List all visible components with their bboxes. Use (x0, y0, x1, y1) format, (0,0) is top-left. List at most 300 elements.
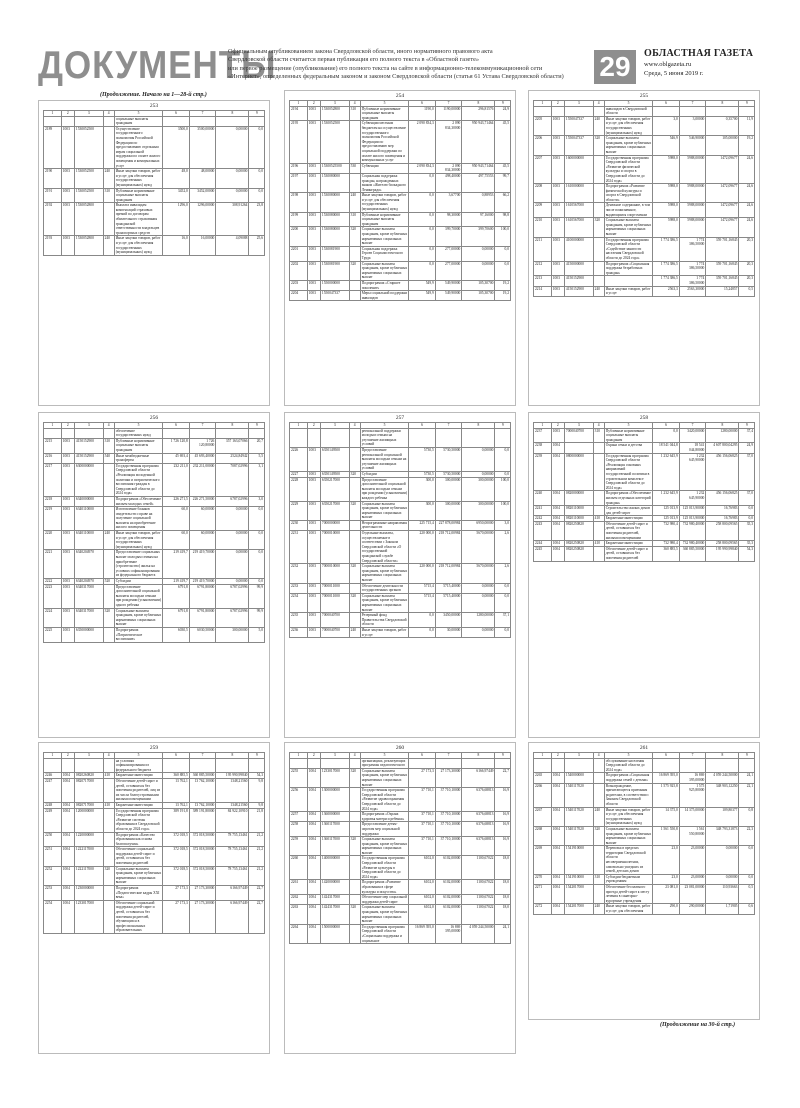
table-row (44, 608, 265, 627)
table-cell: 2221 (44, 550, 62, 579)
table-row (290, 812, 511, 822)
table-cell (103, 126, 114, 168)
table-cell: 348 793,31873 (706, 826, 739, 845)
table-cell: региональной поддержки молодым семьям на улучшение жилищных условий (360, 428, 409, 447)
table-cell: 6166,97449 (462, 768, 495, 787)
table-cell: 1530052500 (74, 188, 103, 203)
table-cell: 1003 (551, 218, 564, 237)
table-cell: 20,7 (249, 438, 265, 453)
table-cell: 2263 (290, 905, 308, 924)
table-cell: 2264 (290, 924, 308, 943)
table-cell: 0,00000 (462, 583, 495, 593)
table-row (44, 832, 265, 847)
table-cell: 2252 (44, 866, 62, 885)
column-number-header: 2 (551, 753, 564, 759)
table-cell: 4 059 244,50000 (462, 924, 495, 943)
table-cell: 2219 (44, 507, 62, 531)
table-cell: 7000040700 (320, 613, 349, 628)
table-cell: 410 (593, 516, 604, 522)
panel-page-number: 261 (639, 745, 649, 751)
table-cell: 1230000000 (74, 886, 103, 901)
table-cell: 1004 (551, 506, 564, 516)
column-number-header: 8 (706, 753, 739, 759)
table-cell: 290,0 (653, 904, 680, 914)
table-cell: 5715,4 (409, 583, 436, 593)
table-cell (679, 106, 706, 116)
table-cell: 78 755,13461 (216, 832, 249, 847)
table-row (290, 627, 511, 637)
table-cell: 1003 (551, 116, 564, 135)
table-cell: 1003 (61, 203, 74, 236)
table-cell (593, 846, 604, 875)
table-cell (495, 428, 511, 447)
table-cell: 25,6 (249, 236, 265, 255)
table-cell: 0,0 (739, 846, 755, 875)
table-cell: 0,0 (409, 613, 436, 628)
table-cell: 45 693,40000 (189, 453, 216, 463)
table-cell: Предоставление дополнительной социальной выплаты молодым семьям при рождении (усыновлении) каждого ребенка (361, 477, 408, 500)
table-cell: 16,76983 (706, 506, 739, 516)
table-cell: 3,0 (653, 116, 680, 135)
table-cell: 320 (593, 218, 604, 237)
table-row (534, 136, 755, 155)
table-cell: 1100,67022 (462, 905, 495, 924)
table-cell: 1 575 925,8 (653, 783, 680, 807)
table-cell: 320 (349, 593, 360, 612)
table-cell: 2256 (290, 788, 308, 812)
table-cell: 1100,67022 (462, 880, 495, 895)
masthead (38, 44, 758, 88)
table-cell (349, 520, 360, 530)
table-cell: 1004 (307, 788, 320, 812)
table-cell: 2240 (534, 491, 552, 506)
table-cell: 2216 (44, 453, 62, 463)
table-cell: 320 (103, 866, 114, 885)
table-cell: 2192 (44, 203, 62, 236)
table-cell: 0,0 (739, 506, 755, 516)
table-row (534, 506, 755, 516)
table-cell: 1530052800 (320, 106, 349, 121)
table-cell: 24,1 (739, 773, 755, 783)
table-cell (593, 885, 604, 904)
table-cell: 0,0 (495, 447, 511, 471)
table-cell: 109,80377 (706, 807, 739, 826)
table-cell (349, 531, 360, 564)
table-cell: 99,9 (249, 584, 265, 608)
table-cell: 7000000000 (320, 520, 349, 530)
table-cell: 0,8 (739, 807, 755, 826)
table-cell: 227 878,00984 (435, 520, 462, 530)
table-row (44, 531, 265, 550)
table-row (44, 886, 265, 901)
table-cell: 66,2 (495, 193, 511, 212)
column-number-header: 5 (604, 101, 653, 107)
table-cell: 1003 (307, 583, 320, 593)
table-cell: 16 869 395,00000 (679, 773, 706, 783)
table-cell: 372 018,5 (163, 847, 190, 866)
table-cell: 2230 (290, 520, 308, 530)
table-cell: 5988,00000 (679, 184, 706, 203)
table-cell: 22,7 (495, 768, 511, 787)
table-cell: 2210 (534, 218, 552, 237)
table-cell: 21,8 (249, 808, 265, 832)
table-row (290, 880, 511, 895)
table-cell: 5715,40000 (435, 593, 462, 612)
table-cell (103, 116, 114, 126)
table-cell: 6102,00000 (435, 880, 462, 895)
column-number-header: 4 (593, 101, 604, 107)
table-cell: 6787,02996 (216, 496, 249, 506)
table-cell (103, 886, 114, 901)
table-cell (495, 758, 511, 768)
table-cell: 1004 (307, 856, 320, 880)
table-cell: 15,24857 (706, 286, 739, 296)
table-cell: 3,0 (495, 520, 511, 530)
table-cell: 1 774 386,5 (653, 276, 680, 286)
column-number-header: 7 (189, 423, 216, 429)
table-cell: 1003 (61, 463, 74, 496)
table-cell: 24,6 (739, 184, 755, 203)
table-cell: Охрана семьи и детства (604, 443, 653, 453)
table-cell: 1542017000 (564, 885, 593, 904)
table-cell: 2199 (290, 212, 308, 227)
table-cell (103, 463, 114, 496)
table-cell: 4150152900 (564, 286, 593, 296)
table-cell: 60,00000 (189, 507, 216, 531)
table-cell: Подпрограмма «Развитие образования в сфере культуры и искусства» (360, 880, 409, 895)
table-cell: 18 541 044,8 (653, 443, 680, 453)
table-cell: 2208 (534, 184, 552, 203)
paper-name: ОБЛАСТНАЯ ГАЗЕТА (644, 48, 754, 59)
table-cell (74, 428, 103, 438)
table-cell: 1003 (61, 236, 74, 255)
column-number-header: 8 (216, 111, 249, 117)
table-cell: 5670,00000 (462, 564, 495, 583)
table-cell: 3450,00000 (435, 613, 462, 628)
table-cell (103, 507, 114, 531)
table-cell: 0,0 (495, 471, 511, 477)
table-cell: 1003 (307, 280, 320, 290)
table-cell: 1 232 645,90000 (679, 453, 706, 491)
table-cell: 240 (593, 116, 604, 135)
table-panel-256 (38, 412, 270, 738)
table-cell: 1540117020 (564, 807, 593, 826)
table-cell (103, 550, 114, 579)
table-cell: 546,90000 (679, 136, 706, 155)
table-cell: 5988,0 (653, 218, 680, 237)
table-cell: 1003 (307, 212, 320, 227)
table-cell: 2 090 834,3 (409, 163, 436, 173)
table-cell (706, 758, 739, 773)
table-cell: 290,00000 (679, 904, 706, 914)
table-cell: 1550000000 (320, 280, 349, 290)
table-cell: 1 774 386,5 (653, 237, 680, 261)
table-cell: 16,9 (495, 822, 511, 837)
table-cell: 1003 (61, 608, 74, 627)
table-row (534, 261, 755, 276)
table-cell: 16 869 395,0 (409, 924, 436, 943)
column-number-header: 3 (74, 423, 103, 429)
publication-notice (228, 48, 608, 82)
table-cell: Государственная программа Свердловской области «Развитие здравоохранения Свердловской области до 2024 года» (360, 788, 409, 812)
table-cell: 23 081,0 (653, 885, 680, 904)
table-cell: 1004 (551, 546, 564, 561)
table-cell: 2222 (44, 579, 62, 585)
table-cell: 1003 (551, 203, 564, 218)
table-cell: 1004 (551, 783, 564, 807)
table-cell (593, 758, 604, 773)
column-number-header: 7 (679, 423, 706, 429)
table-row (534, 491, 755, 506)
table-cell: 37 710,1 (409, 788, 436, 812)
table-cell: 7000010000 (320, 531, 349, 564)
table-cell: Иные закупки товаров, работ и услуг для обеспечения государственных (муниципальных) нужд (360, 193, 409, 212)
paper-site-link[interactable]: www.oblgazeta.ru (644, 61, 692, 68)
table-cell: Государственная программа Свердловской области «Развитие культуры в Свердловской области до 2024 года» (360, 856, 409, 880)
table-cell: 24,6 (739, 155, 755, 184)
table-cell: 0,0 (409, 627, 436, 637)
table-cell: 219 419,7 (163, 550, 190, 579)
table-cell: 1003 (61, 169, 74, 188)
table-cell: 2250 (44, 832, 62, 847)
table-cell: 372 018,50000 (189, 832, 216, 847)
table-cell: 22,1 (739, 783, 755, 807)
table-cell: 240 (103, 169, 114, 188)
table-cell: Обеспечение детей-сирот и детей, оставшихся без попечения родителей, жилыми помещениями (604, 521, 653, 540)
table-row (44, 627, 265, 642)
table-cell: 23,00000 (679, 874, 706, 884)
table-cell: 1004 (551, 541, 564, 547)
table-cell: 0,0 (739, 874, 755, 884)
table-cell: 1360117000 (320, 822, 349, 837)
table-cell (103, 778, 114, 802)
table-cell: 37 710,10000 (435, 812, 462, 822)
table-cell: 0,00000 (216, 188, 249, 203)
table-cell: 2202 (290, 261, 308, 280)
table-cell: Социальная поддержка Героев Социалистического Труда (360, 246, 409, 261)
table-cell: 372 018,50000 (189, 847, 216, 866)
table-panel-254 (284, 90, 516, 406)
table-cell: Подпрограмма «Патриотическое воспитание» (114, 627, 163, 642)
table-cell: 2209 (534, 203, 552, 218)
table-cell (739, 758, 755, 773)
panel-page-number: 257 (395, 415, 405, 421)
table-cell: 100,0 (495, 477, 511, 501)
table-cell: 1003 (307, 477, 320, 501)
column-number-header: 4 (593, 753, 604, 759)
table-cell: 2248 (44, 802, 62, 808)
table-cell: 1500000000 (320, 924, 349, 943)
table-cell (593, 453, 604, 491)
table-cell (249, 116, 265, 126)
table-cell: Государственная программа Свердловской области «Содействие занятости населения Свердловской области до 2024 года» (604, 237, 653, 261)
table-cell: 240 (349, 193, 360, 212)
table-cell: 0,00000 (462, 593, 495, 612)
table-cell: 99,9 (249, 608, 265, 627)
column-number-header: 6 (653, 423, 680, 429)
table-row (290, 173, 511, 192)
column-number-header: 3 (564, 753, 593, 759)
table-cell: Субсидии (360, 471, 409, 477)
table-cell: 6166,97449 (216, 900, 249, 933)
table-cell (307, 428, 320, 447)
table-cell: 310 (593, 874, 604, 884)
table-cell: 1004 (551, 846, 564, 875)
table-cell: 1003 (307, 447, 320, 471)
column-number-header: 1 (290, 101, 308, 107)
table-row (44, 188, 265, 203)
table-cell: Иные закупки товаров, работ и услуг для обеспечения государственных (муниципальных) нужд (114, 531, 163, 550)
table-cell: 1190,0 (409, 106, 436, 121)
table-cell: 2245 (534, 546, 552, 561)
table-cell: 232 211,00000 (189, 463, 216, 496)
table-cell: 6340204970 (74, 579, 103, 585)
table-cell: 732 980,40000 (679, 541, 706, 547)
column-number-header: 3 (320, 753, 349, 759)
table-panel-257 (284, 412, 516, 738)
table-cell (103, 758, 114, 773)
table-cell: 1004 (61, 847, 74, 866)
table-cell: 7000010000 (320, 564, 349, 583)
column-number-header: 8 (462, 423, 495, 429)
table-cell: 1003 (61, 531, 74, 550)
table-cell: Иные закупки товаров, работ и услуг для обеспечения государственных (муниципальных) нужд (604, 807, 653, 826)
table-cell: 218 712,00984 (435, 531, 462, 564)
table-cell: Изготовление бланков свидетельств о праве на получение социальной выплаты на приобретение жилого помещения (114, 507, 163, 531)
table-row (534, 106, 755, 116)
table-cell: 6376,68813 (462, 837, 495, 856)
table-row (44, 847, 265, 866)
table-cell: 6340204970 (74, 550, 103, 579)
table-cell: Иные закупки товаров, работ и услуг для обеспечения государственных (муниципальных) нужд (604, 116, 653, 135)
table-cell: 1003 (307, 106, 320, 121)
table-cell: 1004 (307, 822, 320, 837)
table-cell: 540 (103, 453, 114, 463)
table-cell: 21,2 (249, 866, 265, 885)
table-cell: 2206 (534, 136, 552, 155)
table-cell: 546,9 (653, 136, 680, 155)
table-cell: 2215 (44, 438, 62, 453)
table-cell: 372 018,5 (163, 866, 190, 885)
table-cell: 0820717000 (74, 778, 103, 802)
table-cell (189, 428, 216, 438)
table-cell (44, 428, 62, 438)
table-cell: 2220 (44, 531, 62, 550)
table-cell: 6340110000 (74, 531, 103, 550)
table-cell (706, 106, 739, 116)
table-cell: Предоставление детям-сиротам мер социальной поддержки (360, 822, 409, 837)
table-cell: 0,00000 (216, 507, 249, 531)
table-cell: 1200000000 (74, 808, 103, 832)
table-cell: 4150152900 (74, 438, 103, 453)
table-cell: 0,88953 (462, 193, 495, 212)
table-cell: 18,0 (495, 880, 511, 895)
table-cell: 1424317000 (320, 895, 349, 905)
table-cell: Бюджетные инвестиции (114, 802, 163, 808)
table-cell: 2271 (534, 885, 552, 904)
table-cell: 1003 (61, 126, 74, 168)
table-cell: 1190,00000 (435, 106, 462, 121)
table-cell: 1530052500 (74, 169, 103, 188)
table-cell (103, 900, 114, 933)
table-cell: 0820110000 (564, 506, 593, 516)
table-cell: Выплата инвалидам компенсаций страховых премий по договорам обязательного страхования гражданской ответственности владельцев транспортных средств (114, 203, 163, 236)
table-cell: 1 232 645,90000 (679, 491, 706, 506)
table-row (534, 428, 755, 443)
table-row (290, 856, 511, 880)
table-cell: 1 575 925,80000 (679, 783, 706, 807)
column-number-header: 9 (495, 101, 511, 107)
table-cell: 0800000000 (564, 453, 593, 491)
table-row (44, 758, 265, 773)
table-row (534, 237, 755, 261)
table-cell: Государственная программа Свердловской области «Развитие физической культуры и спорта в Свердловской области до 2024 года» (604, 155, 653, 184)
table-cell: 2243 (534, 521, 552, 540)
table-cell: 2238 (534, 443, 552, 453)
table-cell: 1530052500 (74, 126, 103, 168)
budget-table (43, 422, 265, 643)
table-cell (44, 758, 62, 773)
table-cell: Осуществление государственного полномочия Российской Федерации по предоставлению отдельным мерам социальной поддержки по оплате жилого помещения и коммунальных услуг (114, 126, 163, 168)
table-cell: 6102,00000 (435, 895, 462, 905)
table-cell: 0,0 (409, 212, 436, 227)
table-cell: на условиях софинансирования из федерального бюджета (114, 758, 163, 773)
table-cell: 1530080000 (320, 193, 349, 212)
table-cell: 24,9 (495, 106, 511, 121)
budget-table (533, 422, 755, 562)
column-number-header: 2 (307, 101, 320, 107)
column-number-header: 5 (114, 753, 163, 759)
column-number-header: 8 (216, 423, 249, 429)
table-cell: 3,67700 (435, 193, 462, 212)
table-cell: 2205 (534, 116, 552, 135)
table-cell: 1472,09677 (706, 203, 739, 218)
table-cell: 258 800,09565 (706, 541, 739, 547)
table-cell: 54,3 (739, 546, 755, 561)
table-cell: 1530080000 (320, 227, 349, 246)
column-number-header: 4 (593, 423, 604, 429)
table-cell: 240 (103, 531, 114, 550)
panel-page-number: 253 (149, 103, 159, 109)
table-cell: 5,0 (249, 627, 265, 642)
table-row (44, 866, 265, 885)
table-cell: Бюджетные инвестиции (604, 516, 653, 522)
table-cell: 45 693,4 (163, 453, 190, 463)
column-number-header: 1 (44, 753, 62, 759)
table-cell: 0,0 (653, 428, 680, 443)
table-cell: 35,3 (739, 541, 755, 547)
table-cell (551, 106, 564, 116)
table-cell: 2235 (290, 613, 308, 628)
table-cell: 3,00000 (679, 116, 706, 135)
table-cell: 18 541 044,80000 (679, 443, 706, 453)
table-cell: 1003 (61, 627, 74, 642)
table-row (44, 116, 265, 126)
table-cell: 1300000000 (320, 788, 349, 812)
table-cell (435, 428, 462, 447)
column-number-header: 5 (604, 753, 653, 759)
table-cell: 1003 (307, 227, 320, 246)
table-cell: 530 (349, 163, 360, 173)
table-cell: 0,0 (495, 627, 511, 637)
table-cell: 0,0 (495, 261, 511, 280)
page-number-badge: 29 (594, 50, 636, 84)
table-cell (189, 758, 216, 773)
table-cell: 0,0 (495, 246, 511, 261)
table-cell: 2190 (44, 169, 62, 188)
column-number-header: 8 (216, 753, 249, 759)
table-cell: 7000011000 (320, 593, 349, 612)
